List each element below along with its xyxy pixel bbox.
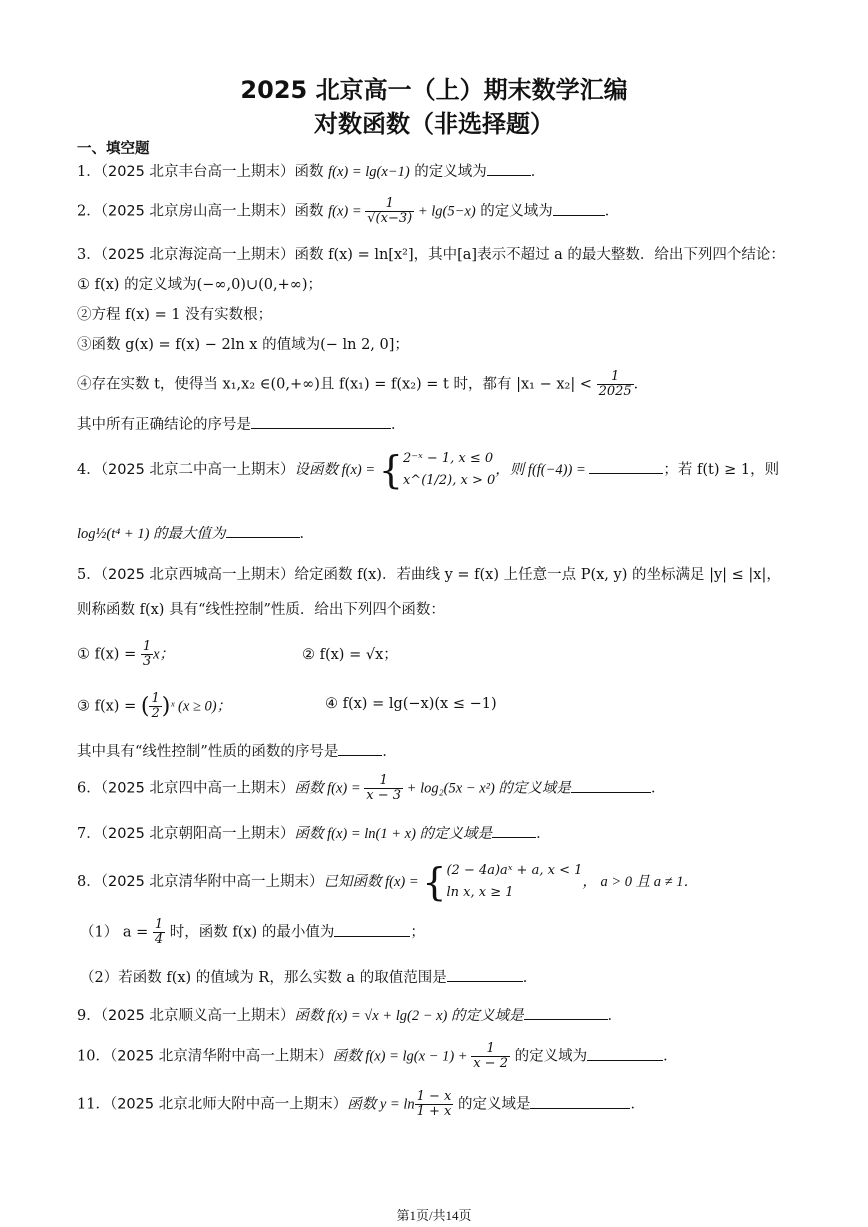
conclusion-4	[77, 370, 648, 399]
denominator: x − 2	[473, 1056, 508, 1071]
q-text: 函数 f(x) = ln[x²]，其中[a]表示不超过 a 的最大整数．给出下列四个结论：	[294, 247, 785, 263]
conclusion-3: ③函数 g(x) = f(x) − 2ln x 的值域为(− ln 2, 0]；	[77, 337, 409, 353]
q-num: 8．	[77, 874, 101, 890]
q-text: ．	[633, 376, 649, 393]
q-text: 的定义域为	[409, 164, 487, 180]
fraction	[149, 692, 161, 721]
q-math: 函数 f(x) = ln(1 + x) 的定义域是	[294, 826, 493, 842]
question-8-part1	[80, 918, 425, 947]
answer-blank[interactable]	[226, 523, 300, 538]
page-subtitle: 对数函数（非选择题）	[314, 110, 554, 138]
function-3: ③ f(x) = ( $\frac{1}{2}$ )ˣ (x ≥ 0)；	[77, 691, 232, 721]
question-9	[77, 1004, 622, 1025]
numerator: 1	[154, 917, 164, 932]
answer-blank[interactable]	[334, 922, 410, 937]
q-text: 的定义域为	[475, 203, 553, 220]
fraction	[471, 1042, 510, 1071]
brace: {	[378, 448, 403, 492]
q-math: 函数 y = ln	[347, 1096, 415, 1113]
q-math: + lg(5−x)	[414, 203, 476, 220]
q-math: log½(t⁴ + 1) 的最大值为	[77, 526, 226, 542]
q-text: （2）若函数 f(x) 的值域为 R，那么实数 a 的取值范围是	[80, 970, 447, 986]
page-footer: 第1页/共14页	[396, 1208, 472, 1223]
fraction	[364, 774, 403, 803]
q-source: （2025 北京朝阳高一上期末）	[100, 826, 295, 842]
section-heading: 一、填空题	[77, 141, 150, 157]
q-text: 时，函数 f(x) 的最小值为	[165, 924, 335, 941]
q-text: ．	[391, 417, 406, 433]
answer-blank[interactable]	[492, 823, 536, 838]
q-math: x；	[153, 646, 175, 663]
page-title: 2025 北京高一（上）期末数学汇编	[240, 76, 628, 104]
q-math: 已知函数 f(x) =	[323, 874, 423, 890]
question-4-line2	[77, 522, 314, 543]
q-text: ．	[630, 1096, 645, 1113]
denominator: x − 3	[366, 788, 402, 803]
question-8	[77, 860, 698, 904]
denominator: 2025	[598, 384, 632, 399]
denominator: 1 + x	[416, 1104, 452, 1119]
fraction	[141, 640, 153, 669]
case-1: (2 − 4a)aˣ + a, x < 1	[446, 863, 583, 878]
piecewise	[446, 860, 582, 904]
numerator: 1	[597, 370, 634, 385]
answer-blank[interactable]	[447, 967, 523, 982]
q-source: （2025 北京西城高一上期末）	[100, 567, 295, 583]
q-num: 11．	[77, 1096, 110, 1113]
question-3	[77, 243, 785, 264]
answer-blank[interactable]	[487, 161, 531, 176]
q-math: 函数 f(x) =	[294, 780, 365, 797]
q-text: ．	[530, 164, 546, 180]
q-math: + log₂(5x − x²) 的定义域是	[403, 780, 571, 797]
question-11	[77, 1090, 645, 1119]
q-text: ．	[604, 203, 620, 220]
q-text: ．	[536, 826, 551, 842]
q-source: （2025 北京丰台高一上期末）	[100, 164, 295, 180]
fraction	[153, 918, 165, 947]
piecewise	[403, 448, 495, 492]
q-num: 3．	[77, 247, 101, 263]
question-5-line2: 则称函数 f(x) 具有“线性控制”性质．给出下列四个函数：	[77, 602, 445, 618]
answer-blank[interactable]	[524, 1005, 608, 1020]
numerator: 1	[365, 197, 414, 212]
conclusion-1: ① f(x) 的定义域为(−∞,0)∪(0,+∞)；	[77, 277, 322, 293]
q-math: f(x) =	[328, 203, 366, 220]
q-text: 其中所有正确结论的序号是	[77, 417, 251, 433]
answer-blank[interactable]	[338, 741, 382, 756]
q-num: 4．	[77, 462, 101, 478]
question-8-part2	[80, 966, 537, 987]
q-text: ① f(x) =	[77, 646, 141, 663]
q-source: （2025 北京清华附中高一上期末）	[109, 1048, 333, 1065]
q-math: 函数 f(x) = √x + lg(2 − x) 的定义域是	[294, 1008, 524, 1024]
case-2: ln x, x ≥ 1	[446, 885, 514, 900]
q-text: ．	[607, 1008, 622, 1024]
question-1	[77, 160, 545, 181]
q-text: （1） a =	[80, 924, 153, 941]
answer-blank[interactable]	[530, 1094, 630, 1109]
function-2: ② f(x) = √x；	[302, 647, 398, 663]
fraction	[365, 197, 414, 226]
answer-blank[interactable]	[571, 778, 651, 793]
numerator: 1	[471, 1042, 510, 1057]
q-text: ．	[522, 970, 538, 986]
question-3-answer	[77, 413, 406, 434]
q-math: f(x) = lg(x−1)	[328, 164, 410, 180]
q-math: ˣ (x ≥ 0)；	[170, 698, 232, 715]
fraction	[415, 1090, 454, 1119]
conclusion-2: ②方程 f(x) = 1 没有实数根；	[77, 307, 273, 323]
q-text: ．	[663, 1048, 678, 1065]
q-text: 的定义域为	[509, 1048, 588, 1065]
q-math: ， a > 0 且 a ≠ 1．	[582, 874, 698, 890]
numerator: 1	[364, 774, 403, 789]
q-num: 1．	[77, 164, 101, 180]
question-6	[77, 774, 665, 803]
question-10	[77, 1042, 678, 1071]
q-math: 函数 f(x) = lg(x − 1) +	[332, 1048, 472, 1065]
q-num: 10．	[77, 1048, 110, 1065]
denominator: 4	[154, 932, 164, 947]
numerator: 1	[142, 639, 152, 654]
q-text: ．	[650, 780, 666, 797]
q-text: ；	[410, 924, 425, 941]
q-text: 其中具有“线性控制”性质的函数的序号是	[77, 744, 339, 760]
q-math: 设函数 f(x) =	[294, 462, 379, 478]
question-4	[77, 448, 779, 492]
numerator: 1	[151, 691, 160, 706]
q-math: ，则 f(f(−4)) =	[495, 462, 590, 478]
q-num: 9．	[77, 1008, 101, 1024]
function-1	[77, 640, 174, 669]
case-1: 2⁻ˣ − 1, x ≤ 0	[402, 451, 494, 466]
brace: {	[422, 860, 447, 904]
q-source: （2025 北京房山高一上期末）	[100, 203, 295, 220]
denominator: 2	[151, 706, 160, 721]
question-5-answer	[77, 740, 397, 761]
q-num: 7．	[77, 826, 101, 842]
q-text: ．	[299, 526, 315, 542]
q-text: ．	[382, 744, 397, 760]
denominator: 3	[142, 654, 152, 669]
question-5	[77, 563, 781, 584]
q-source: （2025 北京四中高一上期末）	[100, 780, 295, 797]
q-text: 给定函数 f(x)．若曲线 y = f(x) 上任意一点 P(x, y) 的坐标满足 |y| ≤ |x|，	[294, 567, 781, 583]
q-text: ④存在实数 t，使得当 x₁,x₂ ∈(0,+∞)且 f(x₁) = f(x₂) = t 时，都有 |x₁ − x₂| <	[77, 376, 597, 393]
q-num: 2．	[77, 203, 101, 220]
q-num: 6．	[77, 780, 101, 797]
numerator: 1 − x	[416, 1089, 452, 1104]
fraction	[597, 370, 634, 399]
q-text: 函数	[294, 203, 329, 220]
case-2: x^(1/2), x > 0	[402, 473, 496, 488]
q-num: 5．	[77, 567, 101, 583]
answer-blank[interactable]	[251, 414, 391, 429]
q-text: ③ f(x) =	[77, 698, 141, 715]
q-source: （2025 北京二中高一上期末）	[100, 462, 295, 478]
q-source: （2025 北京清华附中高一上期末）	[100, 874, 324, 890]
function-4: ④ f(x) = lg(−x)(x ≤ −1)	[325, 696, 497, 712]
q-text: 的定义域是	[453, 1096, 531, 1113]
q-text: ；若 f(t) ≥ 1，则	[663, 462, 780, 478]
q-text: 函数	[294, 164, 329, 180]
question-7	[77, 822, 551, 843]
q-source: （2025 北京顺义高一上期末）	[100, 1008, 295, 1024]
denominator: √(x−3)	[367, 211, 413, 226]
q-source: （2025 北京北师大附中高一上期末）	[109, 1096, 348, 1113]
answer-blank[interactable]	[553, 201, 605, 216]
answer-blank[interactable]	[589, 459, 663, 474]
q-source: （2025 北京海淀高一上期末）	[100, 247, 295, 263]
question-2	[77, 197, 619, 226]
answer-blank[interactable]	[587, 1046, 663, 1061]
